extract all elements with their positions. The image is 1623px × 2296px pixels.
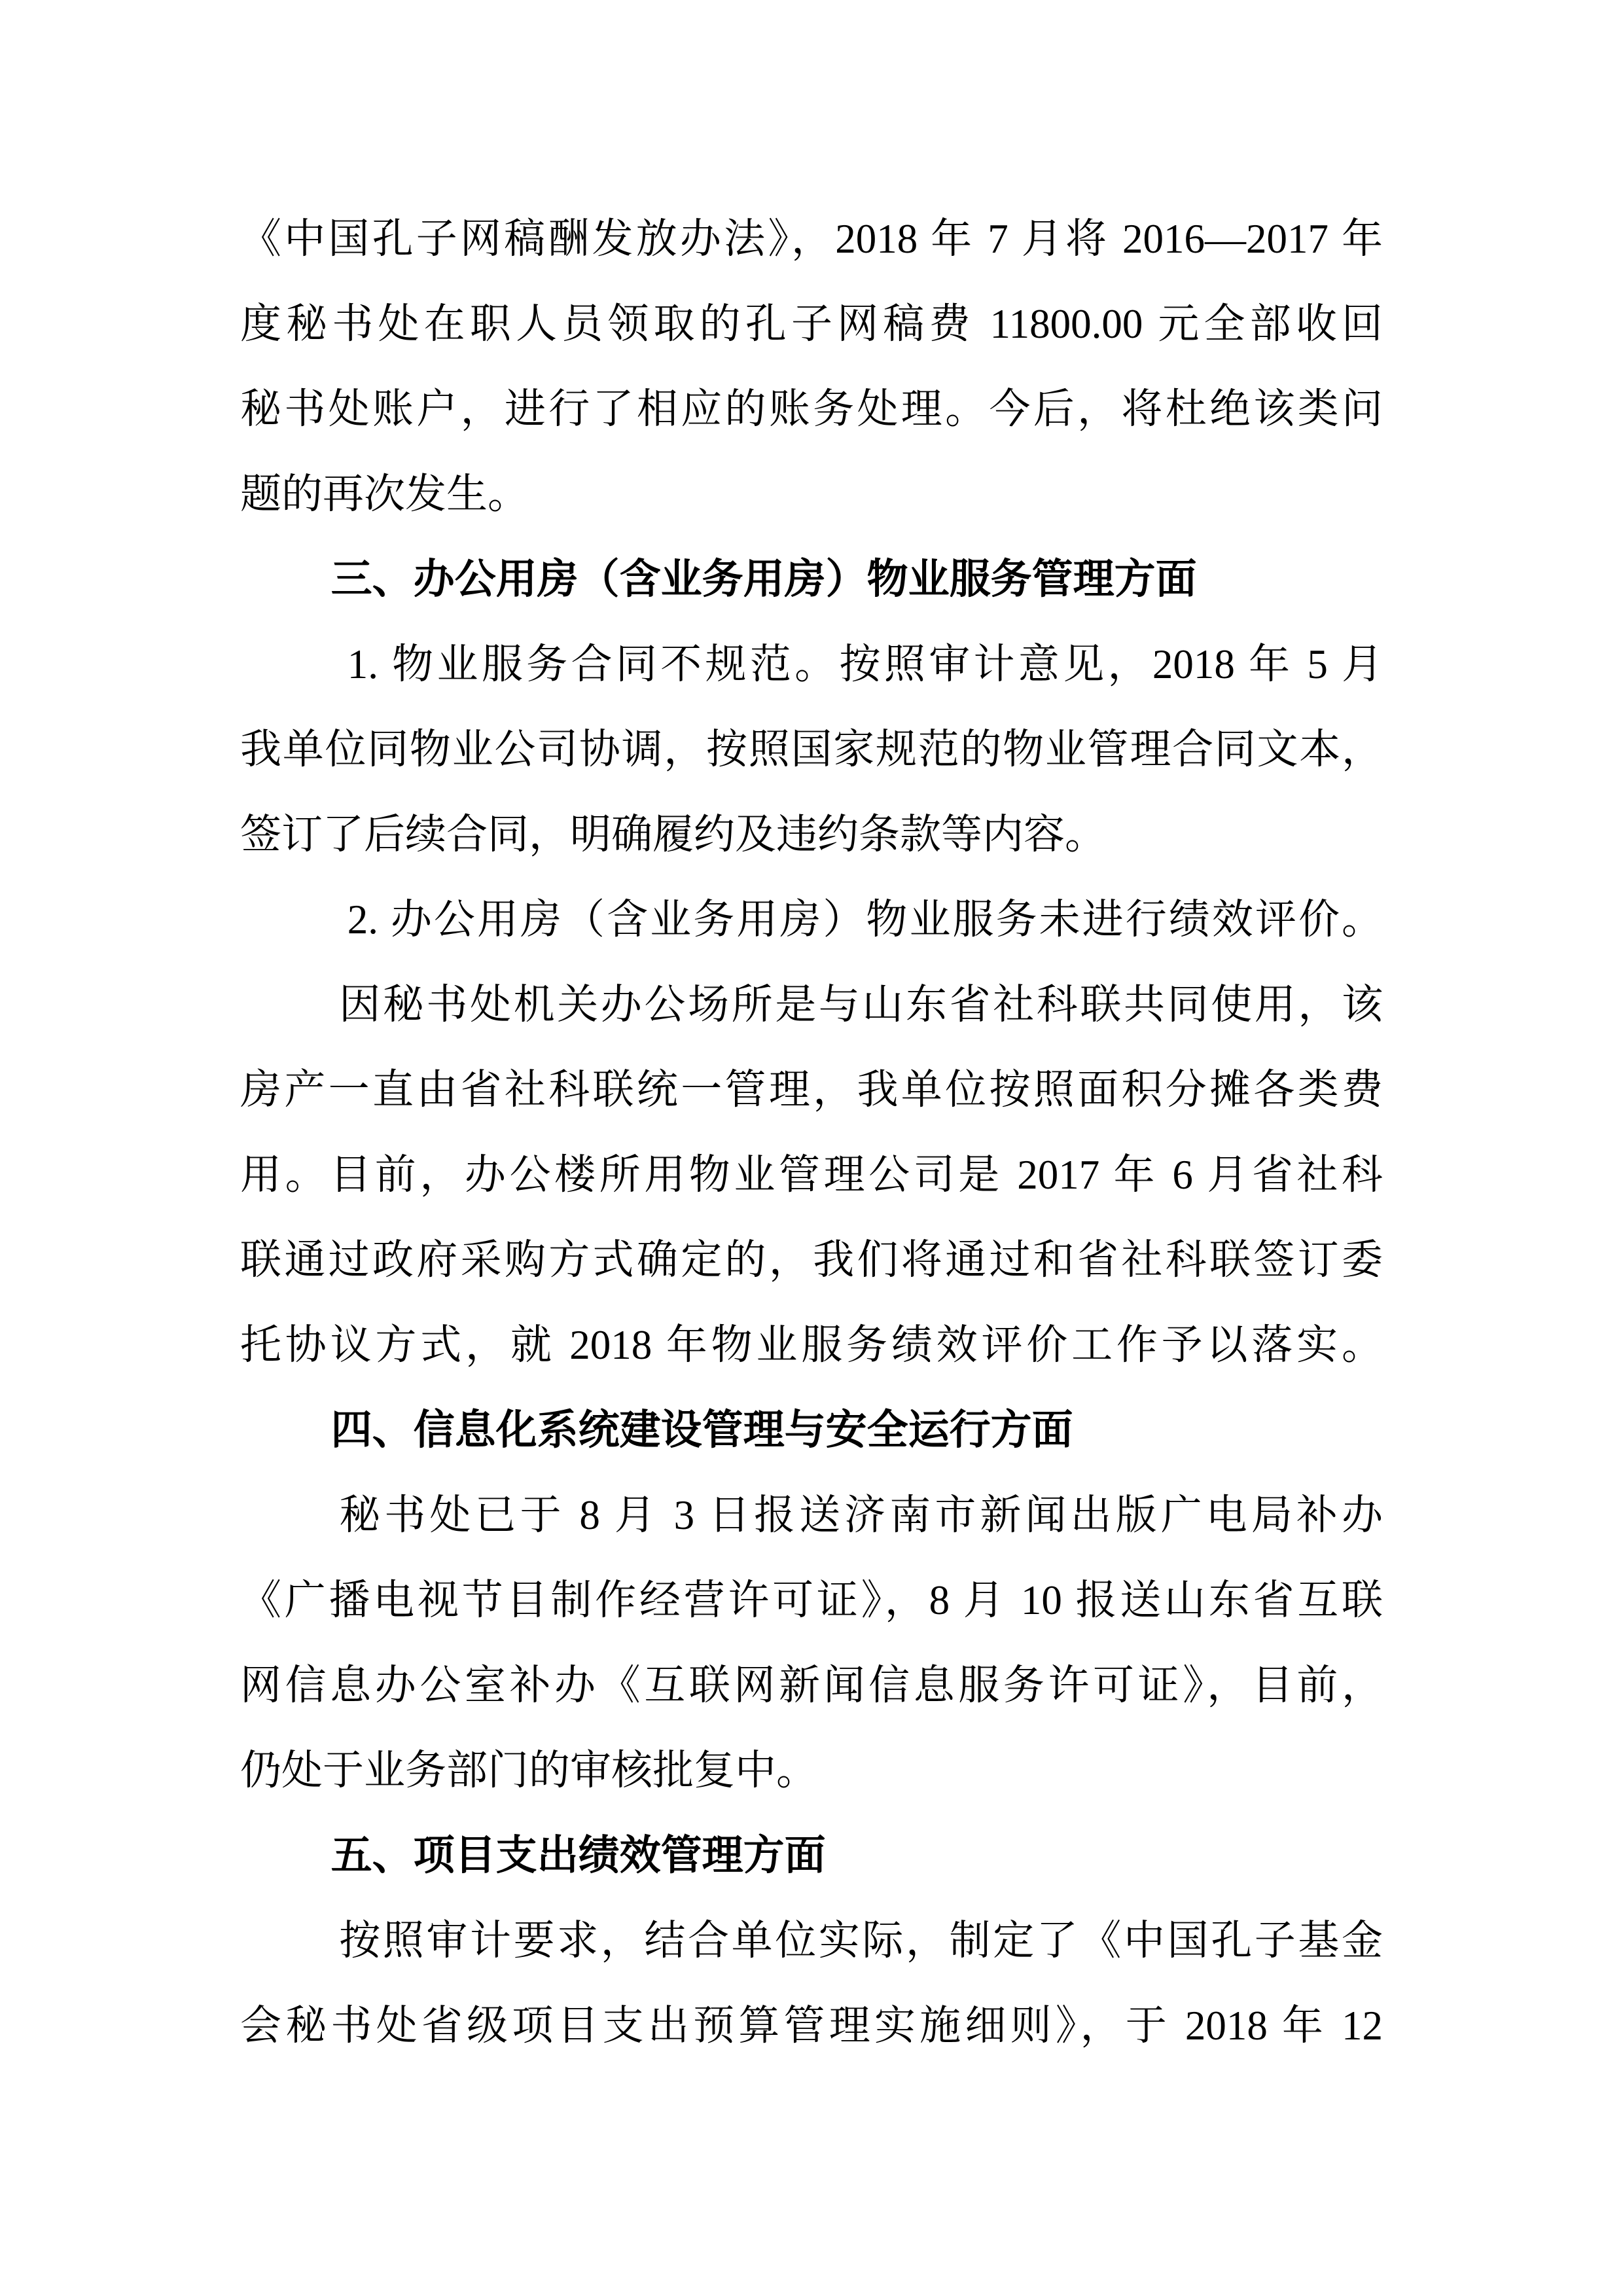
body-line: 仍处于业务部门的审核批复中。	[240, 1748, 817, 1793]
body-line: 网信息办公室补办《互联网新闻信息服务许可证》，目前，	[240, 1662, 1383, 1708]
body-line: 2. 办公用房（含业务用房）物业服务未进行绩效评价。	[347, 897, 1383, 942]
body-line: 我单位同物业公司协调，按照国家规范的物业管理合同文本，	[240, 726, 1383, 772]
section-heading: 三、办公用房（含业务用房）物业服务管理方面	[330, 556, 1197, 602]
body-line: 签订了后续合同，明确履约及违约条款等内容。	[240, 812, 1106, 857]
body-line: 托协议方式，就 2018 年物业服务绩效评价工作予以落实。	[240, 1322, 1383, 1368]
body-line: 房产一直由省社科联统一管理，我单位按照面积分摊各类费	[240, 1067, 1383, 1113]
body-line: 秘书处账户，进行了相应的账务处理。今后，将杜绝该类问	[240, 386, 1383, 432]
body-line: 秘书处已于 8 月 3 日报送济南市新闻出版广电局补办	[339, 1492, 1383, 1538]
body-line: 会秘书处省级项目支出预算管理实施细则》，于 2018 年 12	[240, 2003, 1383, 2049]
body-line: 度秘书处在职人员领取的孔子网稿费 11800.00 元全部收回	[240, 301, 1383, 347]
body-line: 《中国孔子网稿酬发放办法》，2018 年 7 月将 2016—2017 年	[240, 216, 1383, 262]
section-heading: 五、项目支出绩效管理方面	[330, 1833, 826, 1878]
body-line: 因秘书处机关办公场所是与山东省社科联共同使用，该	[339, 982, 1383, 1028]
body-line: 用。目前，办公楼所用物业管理公司是 2017 年 6 月省社科	[240, 1152, 1383, 1198]
body-line: 题的再次发生。	[240, 471, 529, 517]
section-heading: 四、信息化系统建设管理与安全运行方面	[330, 1407, 1073, 1453]
body-line: 联通过政府采购方式确定的，我们将通过和省社科联签订委	[240, 1237, 1383, 1283]
body-line: 《广播电视节目制作经营许可证》，8 月 10 报送山东省互联	[240, 1577, 1383, 1623]
body-line: 1. 物业服务合同不规范。按照审计意见，2018 年 5 月	[347, 641, 1383, 687]
body-line: 按照审计要求，结合单位实际，制定了《中国孔子基金	[339, 1918, 1383, 1964]
